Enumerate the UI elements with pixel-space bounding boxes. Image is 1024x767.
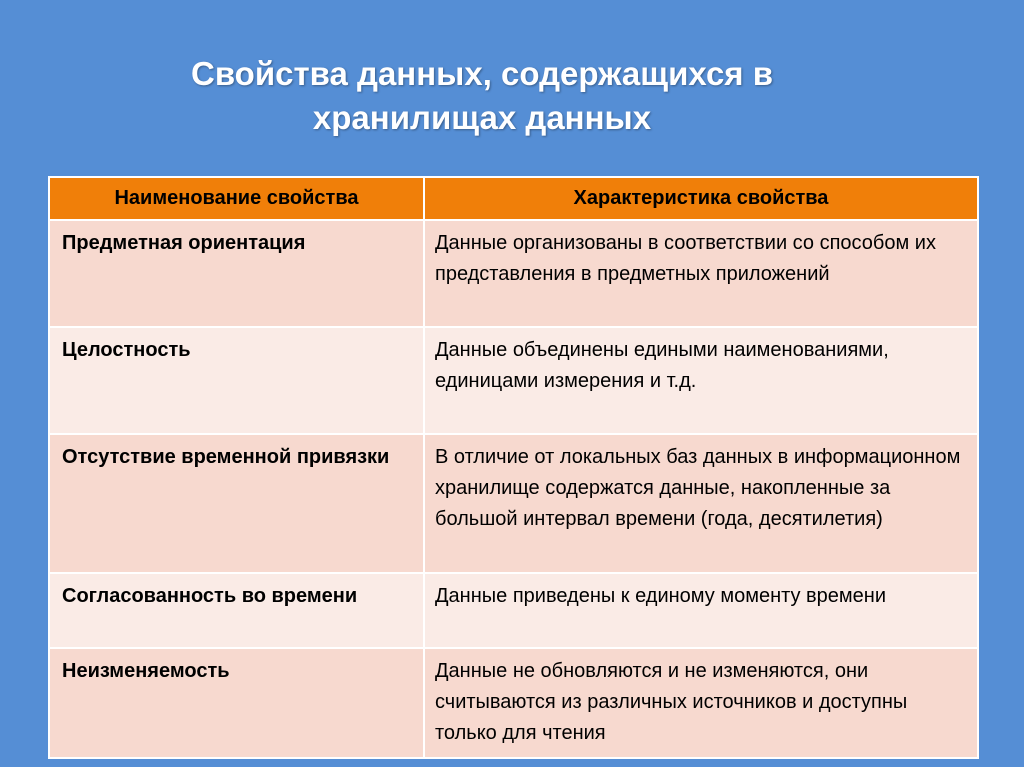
slide-title-line-2: хранилищах данных [312, 99, 652, 136]
property-description: Данные не обновляются и не изменяются, они считываются из различных источников и доступны только для чтения [424, 648, 978, 758]
properties-table-container [48, 176, 977, 759]
table-row [49, 220, 978, 327]
property-name: Целостность [49, 327, 424, 434]
table-row [49, 648, 978, 758]
properties-table [48, 176, 979, 759]
header-property-characteristic: Характеристика свойства [424, 177, 978, 220]
property-description: Данные приведены к единому моменту времени [424, 573, 978, 648]
property-description: В отличие от локальных баз данных в информационном хранилище содержатся данные, накопленные за большой интервал времени (года, десятилетия) [424, 434, 978, 573]
table-header-row [49, 177, 978, 220]
table-row [49, 434, 978, 573]
property-name: Отсутствие временной привязки [49, 434, 424, 573]
property-name: Предметная ориентация [49, 220, 424, 327]
property-name: Неизменяемость [49, 648, 424, 758]
table-row [49, 327, 978, 434]
table-row [49, 573, 978, 648]
header-property-name: Наименование свойства [49, 177, 424, 220]
property-name: Согласованность во времени [49, 573, 424, 648]
property-description: Данные объединены едиными наименованиями, единицами измерения и т.д. [424, 327, 978, 434]
slide-title-line-1: Свойства данных, содержащихся в [190, 55, 774, 92]
property-description: Данные организованы в соответствии со способом их представления в предметных приложений [424, 220, 978, 327]
slide-title [40, 52, 924, 140]
